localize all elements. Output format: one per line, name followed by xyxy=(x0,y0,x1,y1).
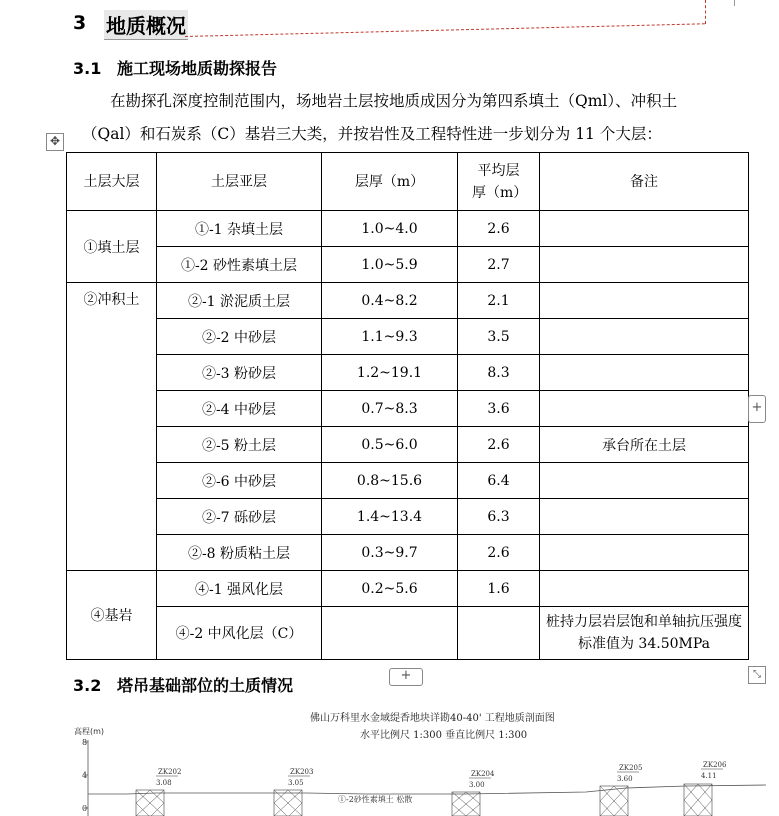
y-tick-label: 0 xyxy=(82,804,88,813)
thickness-cell: 0.4~8.2 xyxy=(322,283,458,319)
svg-text:ZK203: ZK203 xyxy=(290,768,314,776)
table-row xyxy=(67,283,749,319)
figure-title: 佛山万科里水金域缇香地块详勘40-40' 工程地质剖面图 xyxy=(310,713,555,724)
avg-thickness-cell: 2.7 xyxy=(458,247,540,283)
avg-thickness-cell: 1.6 xyxy=(458,571,540,607)
note-cell xyxy=(540,247,749,283)
major-layer-cell: ①填土层 xyxy=(67,211,157,283)
header-cell: 备注 xyxy=(540,153,749,211)
avg-thickness-cell: 8.3 xyxy=(458,355,540,391)
borehole-zk206 xyxy=(684,761,727,816)
header-cell: 平均层厚（m） xyxy=(458,153,540,211)
y-axis-label: 高程(m) xyxy=(74,727,105,736)
sublayer-cell: ②-5 粉土层 xyxy=(157,427,322,463)
table-header-row xyxy=(67,153,749,211)
sublayer-cell: ②-8 粉质粘土层 xyxy=(157,535,322,571)
note-cell xyxy=(540,571,749,607)
subsection-title: 施工现场地质勘探报告 xyxy=(117,59,278,78)
borehole-zk204 xyxy=(452,770,495,816)
note-cell xyxy=(540,535,749,571)
thickness-cell: 1.4~13.4 xyxy=(322,499,458,535)
sublayer-cell: ②-1 淤泥质土层 xyxy=(157,283,322,319)
thickness-cell: 1.2~19.1 xyxy=(322,355,458,391)
subsection-number: 3.2 xyxy=(73,676,102,695)
thickness-cell xyxy=(322,607,458,660)
svg-text:3.05: 3.05 xyxy=(288,779,304,787)
note-cell xyxy=(540,283,749,319)
sublayer-cell: ②-3 粉砂层 xyxy=(157,355,322,391)
geological-section-figure xyxy=(66,700,779,816)
thickness-cell: 0.5~6.0 xyxy=(322,427,458,463)
major-layer-cell: ②冲积土 xyxy=(67,283,157,571)
thickness-cell: 0.7~8.3 xyxy=(322,391,458,427)
figure-scale: 水平比例尺 1:300 垂直比例尺 1:300 xyxy=(360,730,528,741)
subsection-number: 3.1 xyxy=(73,59,102,78)
note-cell xyxy=(540,499,749,535)
table-resize-handle-icon[interactable]: ⤡ xyxy=(748,666,766,684)
thickness-cell: 1.0~5.9 xyxy=(322,247,458,283)
page-corner-mark xyxy=(734,0,745,6)
table-row xyxy=(67,247,749,283)
major-layer-cell: ④基岩 xyxy=(67,571,157,660)
note-cell xyxy=(540,211,749,247)
thickness-cell: 0.2~5.6 xyxy=(322,571,458,607)
sublayer-cell: ①-1 杂填土层 xyxy=(157,211,322,247)
header-cell: 土层亚层 xyxy=(157,153,322,211)
avg-thickness-cell: 2.6 xyxy=(458,427,540,463)
svg-text:ZK205: ZK205 xyxy=(619,764,643,772)
thickness-cell: 1.0~4.0 xyxy=(322,211,458,247)
avg-thickness-cell: 3.6 xyxy=(458,391,540,427)
ground-surface-line xyxy=(88,785,766,794)
svg-text:ZK204: ZK204 xyxy=(471,770,495,778)
sublayer-cell: ②-6 中砂层 xyxy=(157,463,322,499)
sublayer-cell: ①-2 砂性素填土层 xyxy=(157,247,322,283)
paragraph-line-2: （Qal）和石炭系（C）基岩三大类，并按岩性及工程特性进一步划分为 11 个大层： xyxy=(82,125,662,143)
sublayer-cell: ②-4 中砂层 xyxy=(157,391,322,427)
sublayer-cell: ②-2 中砂层 xyxy=(157,319,322,355)
sublayer-cell: ④-2 中风化层（C） xyxy=(157,607,322,660)
svg-text:3.00: 3.00 xyxy=(469,781,485,789)
header-cell: 土层大层 xyxy=(67,153,157,211)
table-row xyxy=(67,499,749,535)
avg-thickness-cell: 2.1 xyxy=(458,283,540,319)
subsection-title: 塔吊基础部位的土质情况 xyxy=(117,676,294,695)
borehole-zk202 xyxy=(136,768,181,816)
table-row xyxy=(67,391,749,427)
section-number: 3 xyxy=(73,12,87,34)
subsection-heading-1 xyxy=(73,56,277,79)
thickness-cell: 1.1~9.3 xyxy=(322,319,458,355)
thickness-cell: 0.8~15.6 xyxy=(322,463,458,499)
section-title: 地质概况 xyxy=(104,10,188,40)
note-cell: 桩持力层岩层饱和单轴抗压强度标准值为 34.50MPa xyxy=(540,607,749,660)
soil-layer-table xyxy=(66,152,749,660)
avg-thickness-cell: 6.4 xyxy=(458,463,540,499)
y-tick-label: 4 xyxy=(82,771,88,780)
avg-thickness-cell xyxy=(458,607,540,660)
svg-text:3.08: 3.08 xyxy=(156,779,172,787)
borehole-zk203 xyxy=(274,768,313,816)
table-move-handle-icon[interactable]: ✥ xyxy=(46,133,64,151)
layer-label: ①-2砂性素填土 松散 xyxy=(338,795,413,804)
revision-line-vertical xyxy=(705,0,706,24)
avg-thickness-cell: 3.5 xyxy=(458,319,540,355)
section-drawing xyxy=(66,700,779,816)
subsection-heading-2 xyxy=(73,673,293,696)
paragraph-line-1: 在勘探孔深度控制范围内，场地岩土层按地质成因分为第四系填土（Qml）、冲积土 xyxy=(110,92,678,110)
note-cell xyxy=(540,355,749,391)
revision-line xyxy=(185,23,705,37)
table-row xyxy=(67,427,749,463)
svg-text:ZK206: ZK206 xyxy=(703,761,727,769)
note-cell xyxy=(540,463,749,499)
thickness-cell: 0.3~9.7 xyxy=(322,535,458,571)
note-cell xyxy=(540,319,749,355)
add-row-button[interactable]: + xyxy=(389,668,423,686)
header-cell: 层厚（m） xyxy=(322,153,458,211)
avg-thickness-cell: 2.6 xyxy=(458,211,540,247)
avg-thickness-cell: 2.6 xyxy=(458,535,540,571)
y-tick-label: 8 xyxy=(82,738,88,747)
add-column-button[interactable]: + xyxy=(748,395,766,423)
svg-text:3.60: 3.60 xyxy=(617,775,633,783)
avg-thickness-cell: 6.3 xyxy=(458,499,540,535)
sublayer-cell: ④-1 强风化层 xyxy=(157,571,322,607)
svg-text:ZK202: ZK202 xyxy=(158,768,182,776)
table-row xyxy=(67,607,749,660)
table-row xyxy=(67,211,749,247)
table-row xyxy=(67,463,749,499)
sublayer-cell: ②-7 砾砂层 xyxy=(157,499,322,535)
note-cell: 承台所在土层 xyxy=(540,427,749,463)
table-row xyxy=(67,535,749,571)
table-row xyxy=(67,571,749,607)
svg-text:4.11: 4.11 xyxy=(701,772,717,780)
table-row xyxy=(67,355,749,391)
note-cell xyxy=(540,391,749,427)
table-row xyxy=(67,319,749,355)
